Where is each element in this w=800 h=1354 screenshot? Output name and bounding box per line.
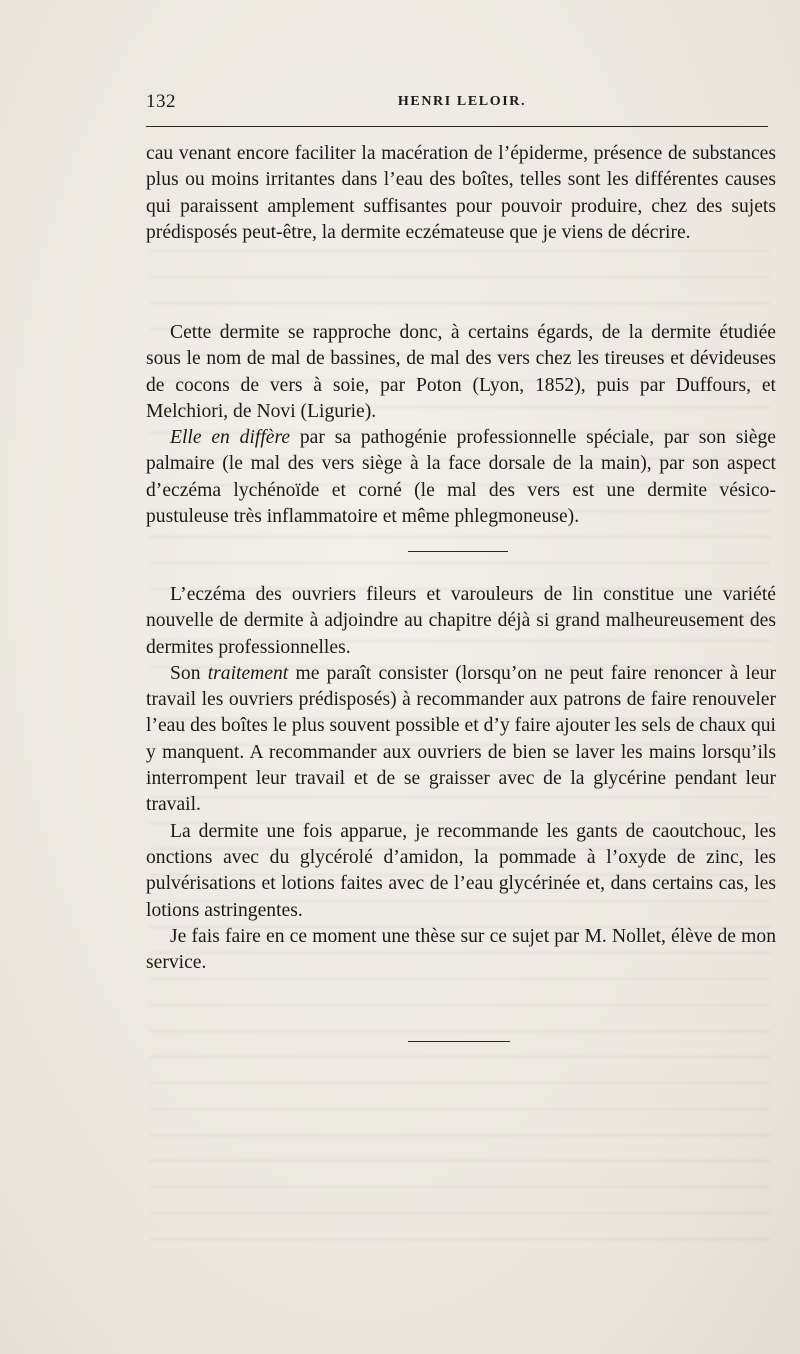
paragraph: La dermite une fois apparue, je recommande les gants de caoutchouc, les onctions avec du glycérolé d’amidon, la pommade à l’oxyde de zinc, les pulvérisations et lotions faites avec de l’eau glycérinée et, dans certains cas, les lotions astringentes. bbox=[146, 820, 776, 921]
paragraph: cau venant encore faciliter la macération de l’épiderme, présence de substances plus ou moins irritantes dans l’eau des boîtes, telles sont les différentes causes qui paraissent amplement suffisantes pour pouvoir produire, chez des sujets prédisposés peut-être, la dermite eczémateuse que je viens de décrire. bbox=[146, 143, 776, 243]
page-number: 132 bbox=[146, 91, 176, 112]
section-comparison bbox=[146, 320, 776, 530]
running-head: HENRI LELOIR. bbox=[397, 94, 527, 109]
page-header bbox=[146, 91, 768, 113]
section-continuation bbox=[146, 141, 776, 246]
paragraph: Je fais faire en ce moment une thèse sur ce sujet par M. Nollet, élève de mon service. bbox=[146, 925, 776, 974]
section-separator bbox=[408, 551, 508, 552]
paragraph-text: par sa pathogénie professionnelle spéciale, par son siège palmaire (le mal des vers siège à la face dorsale de la main), par son aspect d’eczéma lychénoïde et corné (le mal des vers est une dermite vésico-pustuleuse très inflammatoire et même phlegmoneuse). bbox=[146, 427, 777, 528]
header-rule bbox=[146, 126, 768, 127]
paragraph bbox=[146, 661, 776, 819]
italic-phrase: traitement bbox=[207, 662, 289, 684]
paragraph bbox=[146, 425, 776, 530]
paragraph-text: me paraît consister (lorsqu’on ne peut faire renoncer à leur travail les ouvriers prédisposés) à recommander aux patrons de faire renouveler l’eau des boîtes le plus souvent possible et d’y faire ajouter les sels de chaux qui y manquent. A recommander aux ouvriers de bien se laver les mains lorsqu’ils interrompent leur travail et de se graisser avec de la glycérine pendant leur travail. bbox=[146, 662, 777, 816]
paragraph-text: Son bbox=[170, 662, 208, 684]
paragraph: L’eczéma des ouvriers fileurs et varouleurs de lin constitue une variété nouvelle de dermite à adjoindre au chapitre déjà si grand malheureusement des dermites professionnelles. bbox=[146, 584, 776, 658]
italic-phrase: Elle en diffère bbox=[170, 427, 291, 449]
paragraph: Cette dermite se rapproche donc, à certains égards, de la dermite étudiée sous le nom de mal de bassines, de mal des vers chez les tireuses et dévideuses de cocons de vers à soie, par Poton (Lyon, 1852), puis par Duffours, et Melchiori, de Novi (Ligurie). bbox=[146, 322, 776, 422]
section-treatment bbox=[146, 582, 776, 976]
end-separator bbox=[408, 1041, 510, 1042]
